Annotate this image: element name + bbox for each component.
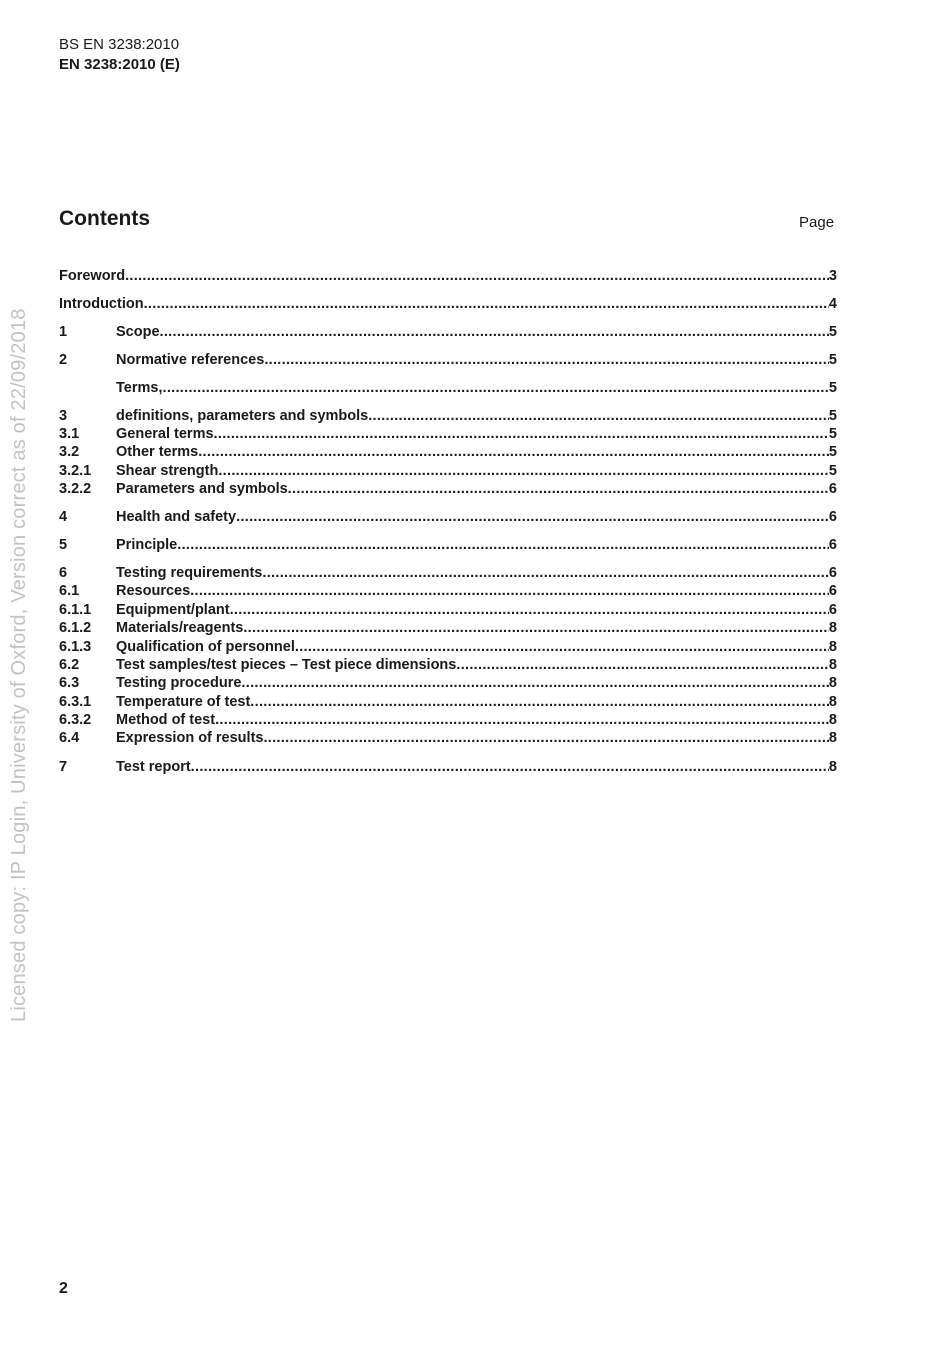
toc-number: 6.1.3 [59, 639, 92, 655]
toc-title: Other terms [116, 444, 199, 460]
toc-title: General terms [116, 426, 214, 442]
page-number: 2 [59, 1280, 68, 1297]
toc-leader [160, 323, 829, 341]
toc-leader [230, 601, 829, 619]
toc-title: Method of test [116, 712, 216, 728]
toc-title: Principle [116, 537, 178, 553]
page-column-label: Page [799, 214, 835, 231]
toc-title: Introduction [59, 296, 144, 312]
toc-page: 5 [828, 426, 837, 442]
toc-entry-parameters-and-symbols[interactable] [59, 480, 837, 498]
toc-number: 6.1 [59, 583, 80, 599]
toc-page: 4 [828, 296, 837, 312]
toc-number: 6.4 [59, 730, 80, 746]
toc-number: 7 [59, 759, 68, 775]
toc-number: 5 [59, 537, 68, 553]
toc-entry-scope[interactable] [59, 323, 837, 341]
toc-leader [456, 656, 829, 674]
toc-page: 6 [828, 537, 837, 553]
toc-number: 6.3.2 [59, 712, 92, 728]
toc-page: 8 [828, 712, 837, 728]
toc-title: Test report [116, 759, 191, 775]
toc-number: 6.1.1 [59, 602, 92, 618]
toc-entry-foreword[interactable] [59, 267, 837, 285]
toc-number: 3.2 [59, 444, 80, 460]
contents-heading: Contents [59, 207, 150, 230]
toc-page: 6 [828, 602, 837, 618]
toc-title: Test samples/test pieces – Test piece dimensions [116, 657, 457, 673]
toc-page: 5 [828, 324, 837, 340]
toc-leader [125, 267, 829, 285]
toc-title: Materials/reagents [116, 620, 244, 636]
toc-entry-resources[interactable] [59, 582, 837, 600]
toc-entry-introduction[interactable] [59, 295, 837, 313]
toc-entry-general-terms[interactable] [59, 425, 837, 443]
toc-number: 3.2.2 [59, 481, 92, 497]
toc-entry-health-and-safety[interactable] [59, 508, 837, 526]
toc-page: 5 [828, 352, 837, 368]
toc-number: 6.2 [59, 657, 80, 673]
toc-title: Resources [116, 583, 191, 599]
toc-entry-normative-references[interactable] [59, 351, 837, 369]
toc-title: definitions, parameters and symbols [116, 408, 369, 424]
toc-leader [144, 295, 829, 313]
toc-page: 6 [828, 565, 837, 581]
toc-number: 4 [59, 509, 68, 525]
toc-title: Equipment/plant [116, 602, 230, 618]
toc-entry-temperature-of-test[interactable] [59, 693, 837, 711]
toc-leader [264, 351, 829, 369]
toc-page: 6 [828, 481, 837, 497]
toc-page: 8 [828, 620, 837, 636]
toc-entry-shear-strength[interactable] [59, 462, 837, 480]
toc-page: 3 [828, 268, 837, 284]
toc-title: Shear strength [116, 463, 219, 479]
toc-leader [191, 758, 829, 776]
toc-leader [250, 693, 829, 711]
toc-title: Scope [116, 324, 160, 340]
document-id: BS EN 3238:2010 [59, 36, 180, 53]
toc-leader [215, 711, 829, 729]
toc-leader [190, 582, 829, 600]
toc-page: 6 [828, 583, 837, 599]
toc-page: 8 [828, 675, 837, 691]
toc-title: Qualification of personnel [116, 639, 295, 655]
toc-leader [162, 379, 828, 397]
toc-page: 6 [828, 509, 837, 525]
document-id-en: EN 3238:2010 (E) [59, 56, 180, 73]
toc-title: Temperature of test [116, 694, 251, 710]
toc-number: 3 [59, 408, 68, 424]
toc-number: 6.3.1 [59, 694, 92, 710]
toc-entry-qualification-of-personnel[interactable] [59, 638, 837, 656]
toc-leader [295, 638, 829, 656]
toc-page: 5 [828, 408, 837, 424]
toc-number: 6.1.2 [59, 620, 92, 636]
toc-number: 6 [59, 565, 68, 581]
toc-leader [262, 564, 829, 582]
toc-leader [243, 619, 829, 637]
toc-page: 5 [828, 463, 837, 479]
toc-number: 1 [59, 324, 68, 340]
toc-title: Expression of results [116, 730, 264, 746]
toc-page: 8 [828, 730, 837, 746]
toc-page: 8 [828, 639, 837, 655]
toc-page: 8 [828, 694, 837, 710]
license-watermark: Licensed copy: IP Login, University of Oxford, Version correct as of 22/09/2018 [8, 308, 30, 1022]
toc-leader [236, 508, 829, 526]
toc-leader [241, 674, 829, 692]
toc-number: 6.3 [59, 675, 80, 691]
toc-entry-materials-reagents[interactable] [59, 619, 837, 637]
toc-title: Normative references [116, 352, 265, 368]
toc-number: 3.1 [59, 426, 80, 442]
toc-entry-equipment-plant[interactable] [59, 601, 837, 619]
toc-page: 5 [828, 380, 837, 396]
toc-entry-principle[interactable] [59, 536, 837, 554]
toc-title: Parameters and symbols [116, 481, 288, 497]
toc-entry-test-report[interactable] [59, 758, 837, 776]
toc-entry-definitions[interactable] [59, 407, 837, 425]
toc-entry-method-of-test[interactable] [59, 711, 837, 729]
toc-leader [214, 425, 829, 443]
toc-entry-terms[interactable] [59, 379, 837, 397]
toc-number: 3.2.1 [59, 463, 92, 479]
toc-leader [198, 443, 829, 461]
toc-leader [218, 462, 829, 480]
toc-number: 2 [59, 352, 68, 368]
toc-leader [288, 480, 829, 498]
toc-leader [368, 407, 829, 425]
toc-leader [177, 536, 829, 554]
toc-page: 5 [828, 444, 837, 460]
toc-entry-testing-procedure[interactable] [59, 674, 837, 692]
toc-entry-expression-of-results[interactable] [59, 729, 837, 747]
toc-title: Foreword [59, 268, 126, 284]
toc-title: Testing requirements [116, 565, 263, 581]
toc-page: 8 [828, 759, 837, 775]
toc-title: Testing procedure [116, 675, 242, 691]
toc-entry-testing-requirements[interactable] [59, 564, 837, 582]
toc-entry-test-samples[interactable] [59, 656, 837, 674]
toc-leader [263, 729, 828, 747]
toc-title: Health and safety [116, 509, 237, 525]
toc-page: 8 [828, 657, 837, 673]
toc-title: Terms, [116, 380, 163, 396]
toc-entry-other-terms[interactable] [59, 443, 837, 461]
